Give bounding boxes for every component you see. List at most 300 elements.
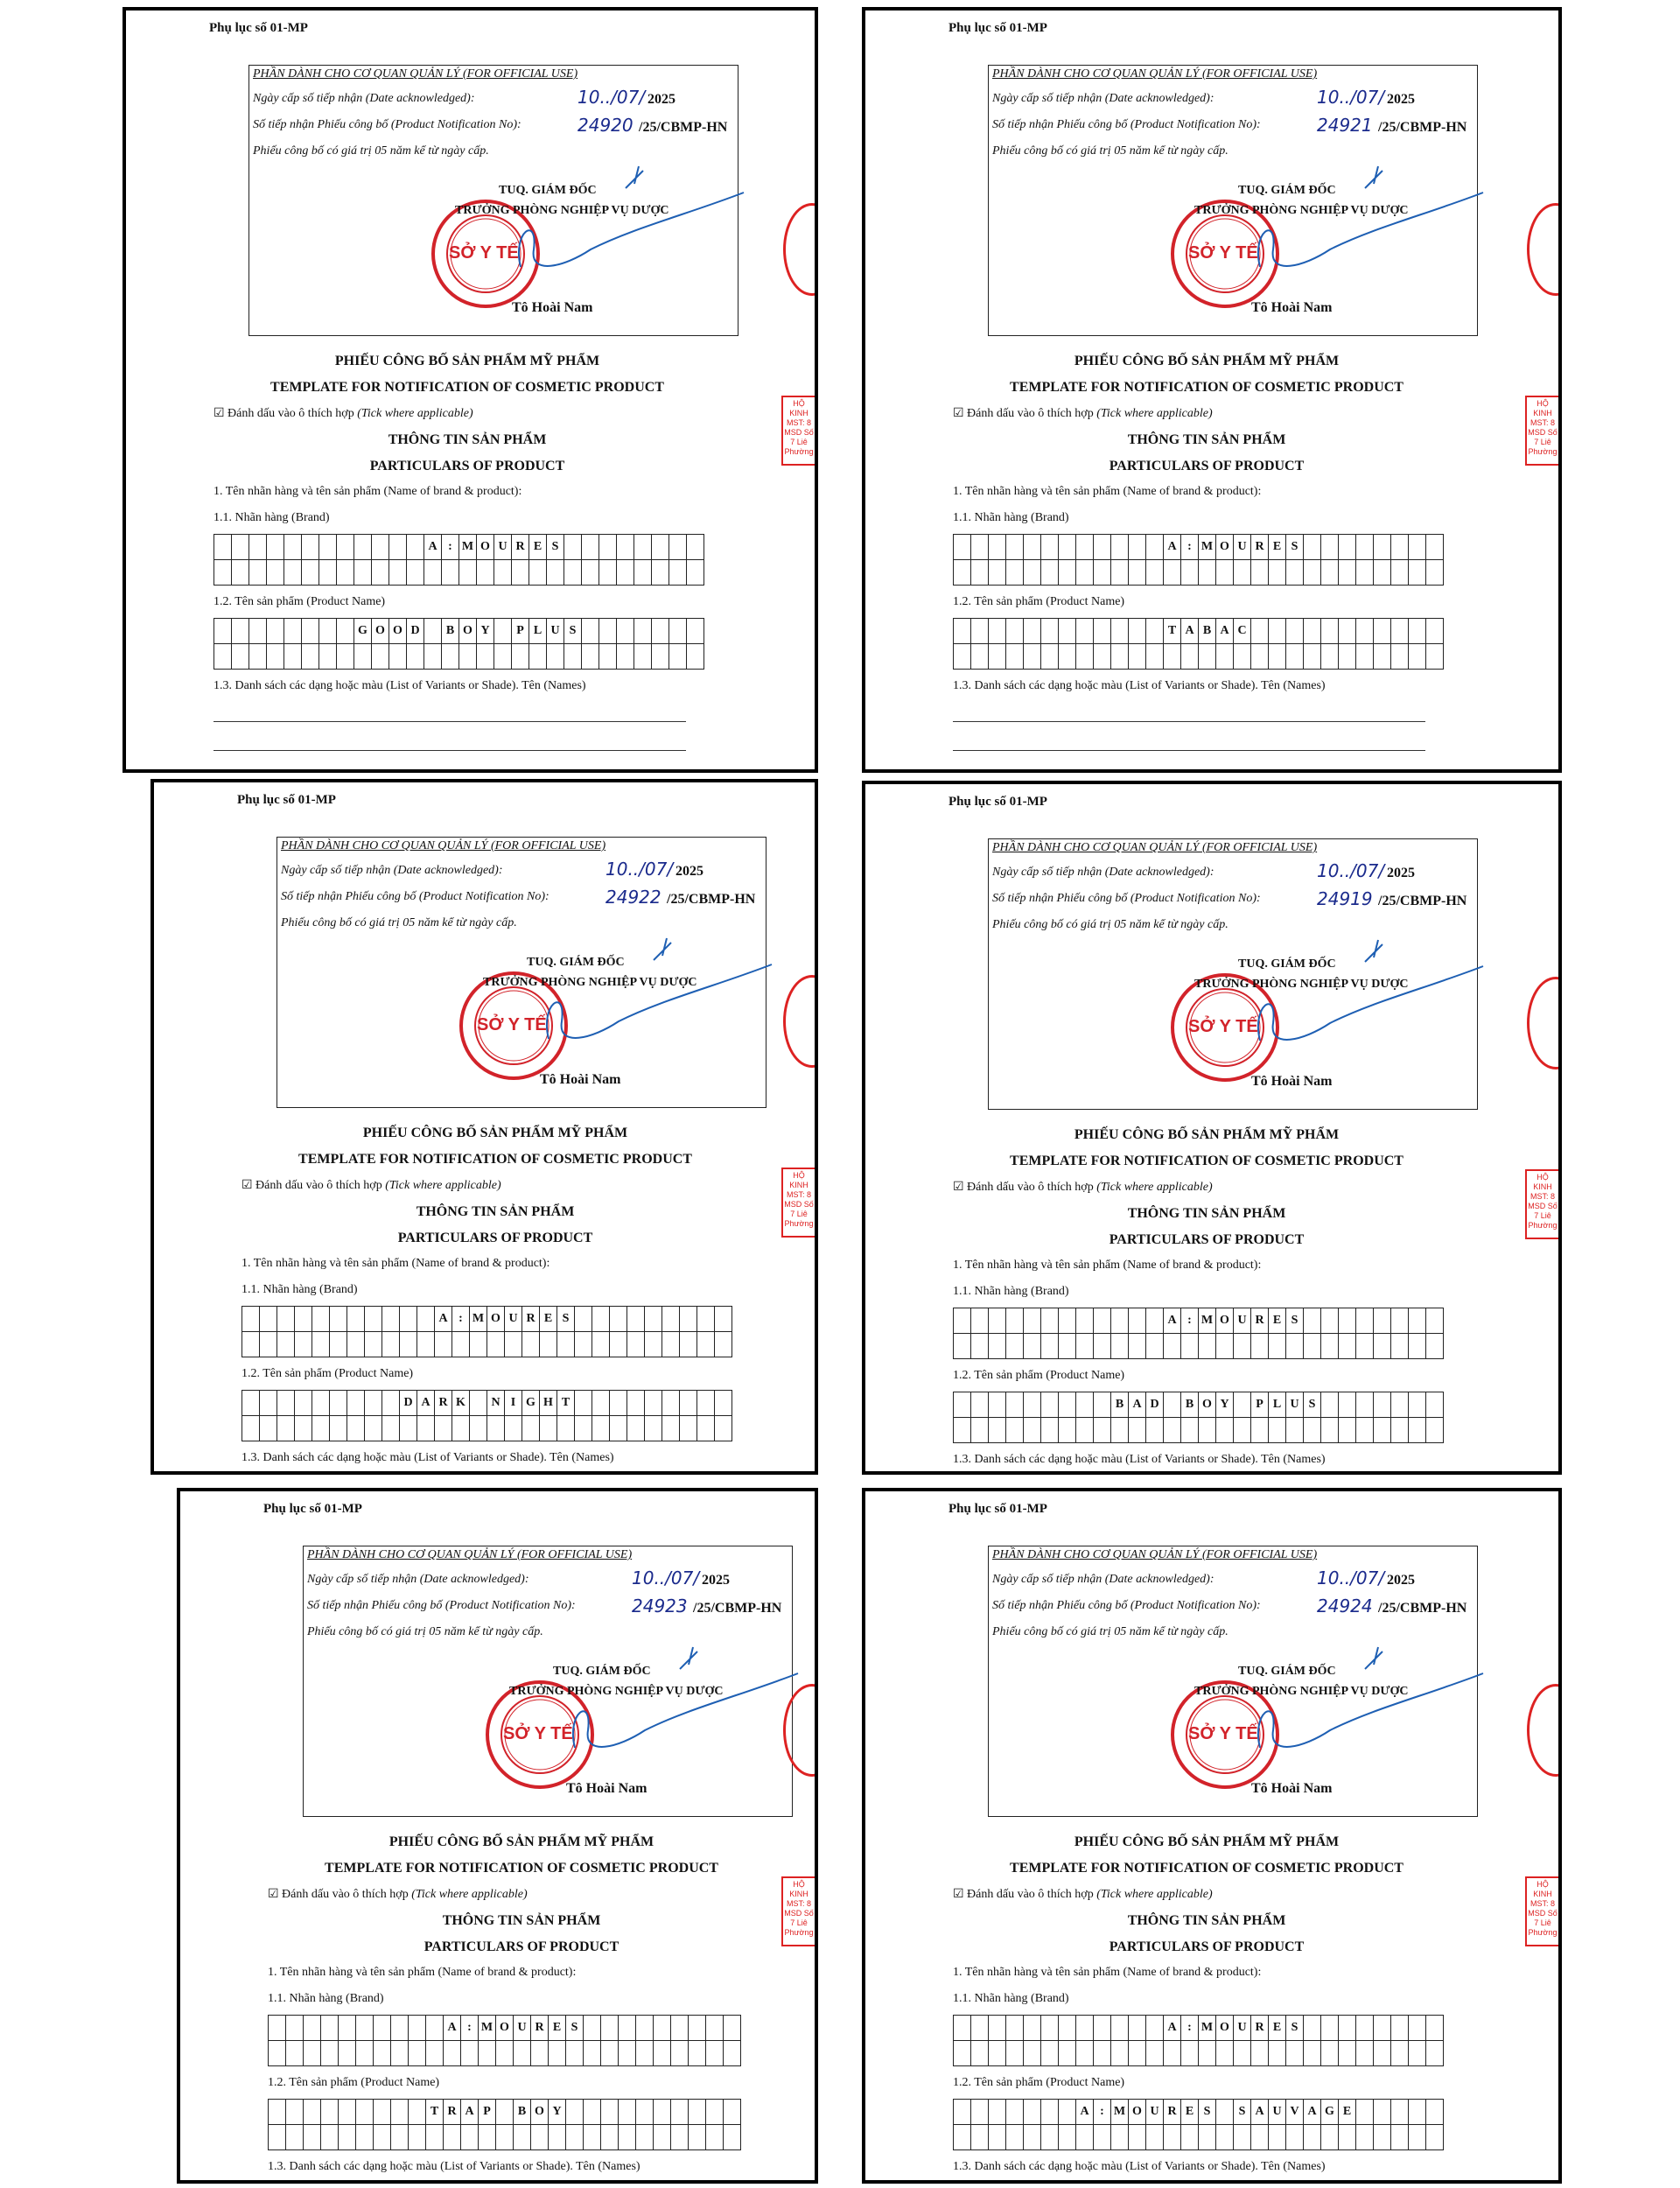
- brand-grid: [953, 534, 1444, 586]
- grid-cell: [1199, 2125, 1216, 2150]
- section-title-en: PARTICULARS OF PRODUCT: [369, 459, 565, 473]
- grid-cell: [1339, 560, 1356, 586]
- notification-form: [122, 7, 818, 773]
- grid-cell: [1111, 535, 1129, 560]
- grid-cell: [1006, 2016, 1024, 2041]
- grid-cell: [564, 644, 582, 670]
- grid-cell: D: [1146, 1392, 1164, 1418]
- grid-cell: [592, 1391, 610, 1416]
- grid-cell: [715, 1332, 732, 1357]
- grid-cell: [277, 1307, 295, 1332]
- grid-cell: [1374, 1334, 1391, 1359]
- seal-text: SỞ Y TẾ: [503, 1724, 573, 1743]
- grid-cell: [652, 644, 669, 670]
- grid-cell: [1234, 1334, 1251, 1359]
- tick-label-en: (Tick where applicable): [1096, 1888, 1213, 1901]
- question-product: 1.2. Tên sản phẩm (Product Name): [953, 2076, 1125, 2089]
- grid-cell: [1006, 2041, 1024, 2066]
- sign-title-2: TRƯỞNG PHÒNG NGHIỆP VỤ DƯỢC: [455, 204, 669, 217]
- official-use-box: [248, 65, 738, 336]
- grid-cell: [1199, 1418, 1216, 1443]
- grid-cell: [409, 2041, 426, 2066]
- grid-cell: [1339, 1392, 1356, 1418]
- grid-cell: [1041, 1392, 1059, 1418]
- grid-cell: [1041, 2125, 1059, 2150]
- grid-cell: [1409, 1334, 1426, 1359]
- grid-cell: [1391, 2125, 1409, 2150]
- grid-cell: G: [522, 1391, 540, 1416]
- grid-cell: [459, 560, 477, 586]
- grid-cell: [1181, 2125, 1199, 2150]
- official-use-box: [988, 838, 1478, 1110]
- grid-cell: [582, 619, 599, 644]
- grid-cell: [1356, 2041, 1374, 2066]
- grid-cell: [724, 2100, 741, 2125]
- grid-cell: [374, 2125, 391, 2150]
- grid-cell: [391, 2125, 409, 2150]
- grid-cell: [654, 2041, 671, 2066]
- side-seal-icon: [783, 203, 818, 296]
- grid-cell: S: [564, 619, 582, 644]
- grid-cell: [989, 1334, 1006, 1359]
- grid-cell: [1059, 2016, 1076, 2041]
- grid-cell: [1076, 1418, 1094, 1443]
- grid-cell: [669, 535, 687, 560]
- grid-cell: [1199, 560, 1216, 586]
- grid-cell: A: [1129, 1392, 1146, 1418]
- grid-cell: [954, 2125, 971, 2150]
- grid-cell: [687, 560, 704, 586]
- tick-label-en: (Tick where applicable): [1096, 407, 1213, 420]
- grid-cell: [1339, 1418, 1356, 1443]
- section-title-vn: THÔNG TIN SẢN PHẨM: [1127, 432, 1286, 447]
- grid-cell: [442, 560, 459, 586]
- grid-cell: [356, 2100, 374, 2125]
- grid-cell: [989, 2041, 1006, 2066]
- grid-cell: :: [1181, 535, 1199, 560]
- grid-cell: [971, 2016, 989, 2041]
- grid-cell: [1304, 2041, 1321, 2066]
- grid-cell: O: [1199, 1392, 1216, 1418]
- grid-cell: [1041, 535, 1059, 560]
- tick-label: ☑ Đánh dấu vào ô thích hợp: [242, 1179, 382, 1192]
- grid-cell: [1129, 2041, 1146, 2066]
- grid-cell: [671, 2100, 689, 2125]
- appendix-label: Phụ lục số 01-MP: [263, 1502, 362, 1516]
- grid-cell: [1146, 1308, 1164, 1334]
- grid-cell: [459, 644, 477, 670]
- grid-cell: [424, 560, 442, 586]
- number-label: Số tiếp nhận Phiếu công bố (Product Notification No):: [992, 118, 1261, 131]
- grid-cell: [1234, 2041, 1251, 2066]
- grid-cell: [971, 1308, 989, 1334]
- notification-form: [150, 779, 818, 1475]
- grid-cell: [1321, 560, 1339, 586]
- grid-cell: [319, 560, 337, 586]
- grid-cell: [242, 1307, 260, 1332]
- grid-cell: [242, 1416, 260, 1441]
- sign-title-1: TUQ. GIÁM ĐỐC: [1238, 184, 1336, 197]
- grid-cell: [461, 2041, 479, 2066]
- grid-cell: [1269, 1334, 1286, 1359]
- grid-cell: [1391, 1308, 1409, 1334]
- grid-cell: [1304, 644, 1321, 670]
- grid-cell: [1111, 560, 1129, 586]
- grid-cell: [1374, 619, 1391, 644]
- sign-title-2: TRƯỞNG PHÒNG NGHIỆP VỤ DƯỢC: [1194, 978, 1409, 991]
- handwritten-date: 10../07/: [1317, 1567, 1385, 1588]
- cbmp-suffix: /25/CBMP-HN: [639, 120, 728, 135]
- grid-cell: T: [426, 2100, 444, 2125]
- grid-cell: [971, 2125, 989, 2150]
- grid-cell: [1006, 1392, 1024, 1418]
- grid-cell: [487, 1416, 505, 1441]
- signature-icon: [1225, 1643, 1488, 1765]
- grid-cell: [277, 1391, 295, 1416]
- grid-cell: [505, 1416, 522, 1441]
- grid-cell: [971, 1392, 989, 1418]
- sign-title-2: TRƯỞNG PHÒNG NGHIỆP VỤ DƯỢC: [1194, 204, 1409, 217]
- title-vietnamese: PHIẾU CÔNG BỐ SẢN PHẨM MỸ PHẨM: [334, 354, 600, 368]
- grid-cell: [321, 2100, 339, 2125]
- grid-cell: [1426, 1392, 1444, 1418]
- side-stamp: HỘ KINH MST: 8 MSD Số 7 Liê Phường: [781, 1876, 816, 1946]
- cbmp-suffix: /25/CBMP-HN: [1378, 120, 1467, 135]
- number-label: Số tiếp nhận Phiếu công bố (Product Notification No):: [992, 892, 1261, 905]
- grid-cell: [549, 2041, 566, 2066]
- grid-cell: [435, 1416, 452, 1441]
- grid-cell: [1129, 619, 1146, 644]
- grid-cell: [269, 2100, 286, 2125]
- grid-cell: [1059, 2125, 1076, 2150]
- grid-cell: [400, 1307, 417, 1332]
- grid-cell: [1374, 560, 1391, 586]
- grid-cell: [295, 1416, 312, 1441]
- validity-note: Phiếu công bố có giá trị 05 năm kể từ ngày cấp.: [281, 916, 517, 929]
- signature-icon: [1225, 162, 1488, 284]
- number-label: Số tiếp nhận Phiếu công bố (Product Notification No):: [992, 1599, 1261, 1612]
- grid-cell: [689, 2125, 706, 2150]
- grid-cell: O: [496, 2016, 514, 2041]
- grid-cell: [1199, 644, 1216, 670]
- grid-cell: [549, 2125, 566, 2150]
- grid-cell: [214, 619, 232, 644]
- grid-cell: [1024, 560, 1041, 586]
- grid-cell: [724, 2125, 741, 2150]
- grid-cell: E: [1339, 2100, 1356, 2125]
- grid-cell: [1041, 560, 1059, 586]
- grid-cell: [400, 1332, 417, 1357]
- section-title-vn: THÔNG TIN SẢN PHẨM: [416, 1204, 575, 1219]
- grid-cell: [989, 1308, 1006, 1334]
- grid-cell: [954, 2016, 971, 2041]
- grid-cell: [1059, 560, 1076, 586]
- grid-cell: N: [487, 1391, 505, 1416]
- grid-cell: R: [1251, 1308, 1269, 1334]
- grid-cell: [1409, 619, 1426, 644]
- side-stamp: HỘ KINH MST: 8 MSD Số 7 Liê Phường: [1525, 1169, 1560, 1239]
- official-header: PHẦN DÀNH CHO CƠ QUAN QUẢN LÝ (FOR OFFICIAL USE): [992, 841, 1318, 854]
- grid-cell: [1216, 2041, 1234, 2066]
- grid-cell: [1409, 535, 1426, 560]
- grid-cell: [302, 619, 319, 644]
- official-header: PHẦN DÀNH CHO CƠ QUAN QUẢN LÝ (FOR OFFICIAL USE): [307, 1548, 633, 1561]
- grid-cell: [214, 644, 232, 670]
- grid-cell: [249, 535, 267, 560]
- grid-cell: [470, 1391, 487, 1416]
- signature-icon: [486, 162, 748, 284]
- grid-cell: O: [1216, 535, 1234, 560]
- grid-cell: [1321, 1308, 1339, 1334]
- grid-cell: [1024, 1418, 1041, 1443]
- grid-cell: [1304, 535, 1321, 560]
- grid-cell: [627, 1416, 645, 1441]
- grid-cell: [610, 1307, 627, 1332]
- appendix-label: Phụ lục số 01-MP: [237, 793, 336, 807]
- grid-cell: [1111, 1308, 1129, 1334]
- grid-cell: O: [389, 619, 407, 644]
- grid-cell: [232, 535, 249, 560]
- signer-name: Tô Hoài Nam: [1251, 1781, 1333, 1796]
- grid-cell: [1409, 644, 1426, 670]
- question-variants: 1.3. Danh sách các dạng hoặc màu (List of Variants or Shade). Tên (Names): [268, 2160, 640, 2173]
- sign-title-1: TUQ. GIÁM ĐỐC: [499, 184, 597, 197]
- grid-cell: [337, 535, 354, 560]
- grid-cell: [1076, 1392, 1094, 1418]
- grid-cell: [1199, 2041, 1216, 2066]
- grid-cell: [1111, 1418, 1129, 1443]
- grid-cell: [1304, 1418, 1321, 1443]
- grid-cell: Y: [549, 2100, 566, 2125]
- signer-name: Tô Hoài Nam: [566, 1781, 648, 1796]
- answer-line: [953, 721, 1425, 722]
- grid-cell: [330, 1307, 347, 1332]
- grid-cell: [356, 2016, 374, 2041]
- grid-cell: R: [512, 535, 529, 560]
- grid-cell: [267, 644, 284, 670]
- section-title-en: PARTICULARS OF PRODUCT: [397, 1231, 593, 1245]
- grid-cell: [1409, 560, 1426, 586]
- grid-cell: [304, 2100, 321, 2125]
- grid-cell: [680, 1391, 697, 1416]
- grid-cell: [354, 644, 372, 670]
- grid-cell: [214, 560, 232, 586]
- grid-cell: [1234, 1392, 1251, 1418]
- grid-cell: O: [1216, 2016, 1234, 2041]
- official-header: PHẦN DÀNH CHO CƠ QUAN QUẢN LÝ (FOR OFFICIAL USE): [253, 67, 578, 81]
- grid-cell: [1426, 2016, 1444, 2041]
- grid-cell: [1269, 1418, 1286, 1443]
- grid-cell: [1339, 644, 1356, 670]
- grid-cell: [989, 535, 1006, 560]
- signer-name: Tô Hoài Nam: [540, 1072, 621, 1087]
- grid-cell: [347, 1332, 365, 1357]
- grid-cell: [1304, 1308, 1321, 1334]
- grid-cell: [954, 619, 971, 644]
- grid-cell: A: [435, 1307, 452, 1332]
- question-1: 1. Tên nhãn hàng và tên sản phẩm (Name of brand & product):: [953, 485, 1262, 498]
- grid-cell: [452, 1332, 470, 1357]
- grid-cell: A: [461, 2100, 479, 2125]
- grid-cell: U: [1234, 2016, 1251, 2041]
- question-1: 1. Tên nhãn hàng và tên sản phẩm (Name of brand & product):: [242, 1257, 550, 1270]
- grid-cell: [1234, 644, 1251, 670]
- cbmp-suffix: /25/CBMP-HN: [1378, 894, 1467, 908]
- grid-cell: [1024, 1308, 1041, 1334]
- grid-cell: O: [459, 619, 477, 644]
- grid-cell: [1356, 1308, 1374, 1334]
- grid-cell: [267, 535, 284, 560]
- handwritten-number: 24922: [606, 887, 662, 908]
- grid-cell: :: [461, 2016, 479, 2041]
- grid-cell: A: [444, 2016, 461, 2041]
- answer-line: [214, 750, 686, 751]
- grid-cell: [1426, 1418, 1444, 1443]
- grid-cell: [601, 2016, 619, 2041]
- grid-cell: [347, 1391, 365, 1416]
- grid-cell: M: [1199, 1308, 1216, 1334]
- handwritten-date: 10../07/: [606, 859, 674, 880]
- grid-cell: U: [547, 619, 564, 644]
- title-english: TEMPLATE FOR NOTIFICATION OF COSMETIC PRODUCT: [1010, 380, 1404, 395]
- grid-cell: [1111, 1334, 1129, 1359]
- grid-cell: [1216, 2125, 1234, 2150]
- grid-cell: [426, 2016, 444, 2041]
- grid-cell: :: [1181, 1308, 1199, 1334]
- grid-cell: [1321, 1418, 1339, 1443]
- grid-cell: [1356, 1334, 1374, 1359]
- grid-cell: [1146, 644, 1164, 670]
- question-brand: 1.1. Nhãn hàng (Brand): [214, 511, 330, 524]
- side-seal-icon: [1527, 1684, 1562, 1777]
- grid-cell: [971, 1334, 989, 1359]
- grid-cell: [971, 535, 989, 560]
- grid-cell: [1164, 1418, 1181, 1443]
- question-product: 1.2. Tên sản phẩm (Product Name): [242, 1367, 414, 1380]
- grid-cell: [680, 1416, 697, 1441]
- grid-cell: [1006, 1418, 1024, 1443]
- grid-cell: [724, 2016, 741, 2041]
- grid-cell: [566, 2041, 584, 2066]
- grid-cell: [407, 535, 424, 560]
- grid-cell: [1339, 2016, 1356, 2041]
- grid-cell: [339, 2016, 356, 2041]
- seal-text: SỞ Y TẾ: [449, 243, 519, 263]
- grid-cell: [1094, 1308, 1111, 1334]
- date-label: Ngày cấp số tiếp nhận (Date acknowledged):: [992, 92, 1214, 105]
- question-1: 1. Tên nhãn hàng và tên sản phẩm (Name of brand & product):: [268, 1966, 577, 1979]
- grid-cell: [971, 1418, 989, 1443]
- grid-cell: [319, 644, 337, 670]
- grid-cell: [1374, 2125, 1391, 2150]
- grid-cell: [1111, 619, 1129, 644]
- answer-line: [214, 721, 686, 722]
- grid-cell: [1041, 2100, 1059, 2125]
- grid-cell: O: [487, 1307, 505, 1332]
- side-stamp: HỘ KINH MST: 8 MSD Số 7 Liê Phường: [1525, 1876, 1560, 1946]
- grid-cell: [1146, 560, 1164, 586]
- grid-cell: [347, 1416, 365, 1441]
- grid-cell: [954, 644, 971, 670]
- grid-cell: [1409, 1308, 1426, 1334]
- grid-cell: [1409, 2016, 1426, 2041]
- grid-cell: [260, 1307, 277, 1332]
- grid-cell: [575, 1307, 592, 1332]
- cbmp-suffix: /25/CBMP-HN: [693, 1601, 782, 1616]
- grid-cell: [417, 1307, 435, 1332]
- grid-cell: [989, 2100, 1006, 2125]
- grid-cell: [277, 1332, 295, 1357]
- grid-cell: [389, 535, 407, 560]
- number-label: Số tiếp nhận Phiếu công bố (Product Notification No):: [307, 1599, 576, 1612]
- grid-cell: G: [354, 619, 372, 644]
- grid-cell: I: [505, 1391, 522, 1416]
- grid-cell: [1024, 2041, 1041, 2066]
- grid-cell: L: [1269, 1392, 1286, 1418]
- grid-cell: S: [1304, 1392, 1321, 1418]
- title-english: TEMPLATE FOR NOTIFICATION OF COSMETIC PRODUCT: [270, 380, 664, 395]
- handwritten-date: 10../07/: [1317, 860, 1385, 881]
- grid-cell: [1251, 644, 1269, 670]
- sign-title-2: TRƯỞNG PHÒNG NGHIỆP VỤ DƯỢC: [483, 976, 697, 989]
- grid-cell: [330, 1391, 347, 1416]
- grid-cell: Y: [1216, 1392, 1234, 1418]
- grid-cell: [954, 1392, 971, 1418]
- grid-cell: [1129, 2016, 1146, 2041]
- year: 2025: [1387, 1573, 1415, 1588]
- grid-cell: [654, 2125, 671, 2150]
- grid-cell: [601, 2125, 619, 2150]
- grid-cell: [1251, 2125, 1269, 2150]
- grid-cell: [1391, 2016, 1409, 2041]
- grid-cell: [372, 644, 389, 670]
- grid-cell: [284, 535, 302, 560]
- grid-cell: [444, 2125, 461, 2150]
- tick-label-en: (Tick where applicable): [357, 407, 473, 420]
- grid-cell: [680, 1307, 697, 1332]
- grid-cell: [277, 1416, 295, 1441]
- notification-form: [862, 7, 1562, 773]
- grid-cell: [634, 535, 652, 560]
- grid-cell: [356, 2125, 374, 2150]
- date-label: Ngày cấp số tiếp nhận (Date acknowledged):: [992, 866, 1214, 879]
- grid-cell: [1269, 644, 1286, 670]
- grid-cell: B: [1181, 1392, 1199, 1418]
- grid-cell: [1059, 1392, 1076, 1418]
- grid-cell: U: [1234, 535, 1251, 560]
- notification-form: [862, 781, 1562, 1475]
- seal-text: SỞ Y TẾ: [477, 1015, 547, 1034]
- grid-cell: [424, 619, 442, 644]
- grid-cell: [1304, 2125, 1321, 2150]
- grid-cell: [249, 644, 267, 670]
- grid-cell: [1076, 2041, 1094, 2066]
- grid-cell: S: [547, 535, 564, 560]
- grid-cell: [564, 535, 582, 560]
- section-title-en: PARTICULARS OF PRODUCT: [1109, 1232, 1305, 1247]
- grid-cell: [407, 560, 424, 586]
- grid-cell: [1006, 1308, 1024, 1334]
- grid-cell: A: [1304, 2100, 1321, 2125]
- grid-cell: G: [1321, 2100, 1339, 2125]
- grid-cell: [697, 1416, 715, 1441]
- grid-cell: [1426, 2100, 1444, 2125]
- grid-cell: [1024, 1334, 1041, 1359]
- grid-cell: [312, 1307, 330, 1332]
- grid-cell: [645, 1332, 662, 1357]
- grid-cell: [636, 2125, 654, 2150]
- grid-cell: T: [1164, 619, 1181, 644]
